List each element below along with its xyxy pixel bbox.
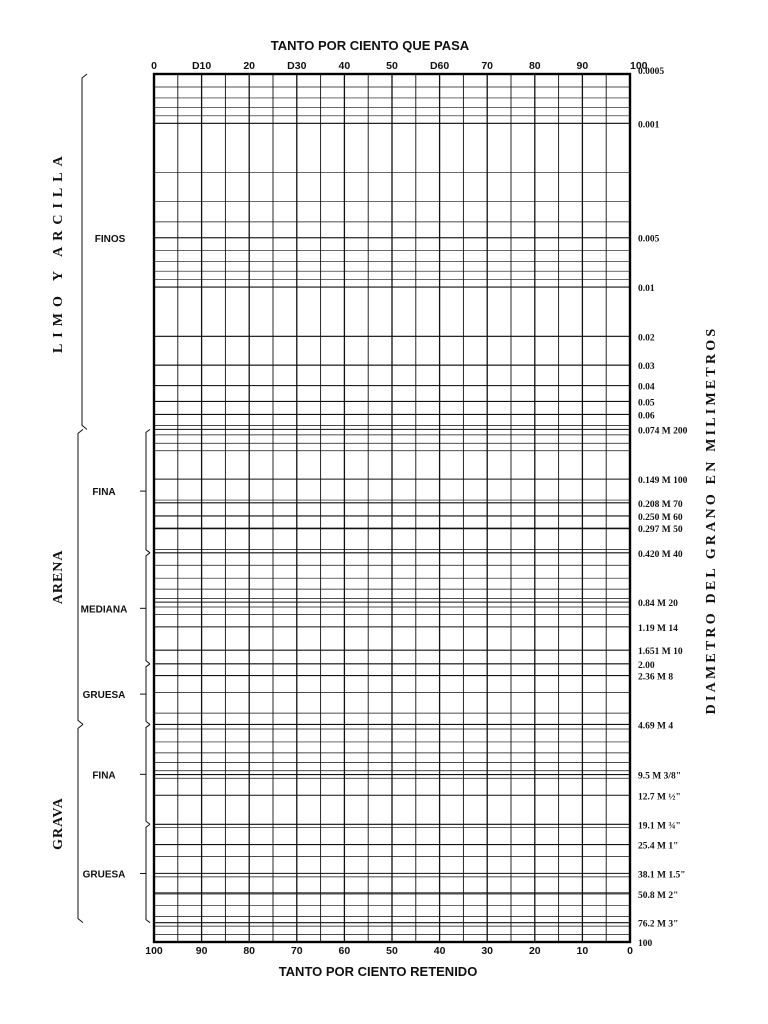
top-tick-label: D60 xyxy=(429,60,450,72)
diameter-label: 12.7 M ½" xyxy=(638,792,681,803)
diameter-label: 19.1 M ¾" xyxy=(638,821,681,832)
group-label: LIMO Y ARCILLA xyxy=(51,150,66,354)
diameter-label: 0.0005 xyxy=(638,67,665,77)
right-axis-title: DIAMETRO DEL GRANO EN MILIMETROS xyxy=(704,325,719,715)
diameter-label: 0.297 M 50 xyxy=(638,525,683,536)
top-tick-label: 50 xyxy=(386,60,398,72)
subgroup-bracket xyxy=(146,824,150,922)
top-tick-label: 0 xyxy=(151,60,157,72)
bottom-tick-label: 70 xyxy=(290,945,303,957)
group-bracket xyxy=(82,74,87,429)
subgroup-label: FINOS xyxy=(94,234,126,245)
group-bracket xyxy=(78,724,83,922)
subgroup-label: GRUESA xyxy=(82,869,126,881)
subgroup-bracket xyxy=(146,553,150,664)
diameter-label: 4.69 M 4 xyxy=(638,721,674,732)
diameter-label: 0.03 xyxy=(638,362,655,373)
diameter-label: 9.5 M 3/8" xyxy=(638,771,682,782)
bottom-axis-title: TANTO POR CIENTO RETENIDO xyxy=(278,964,478,979)
subgroup-bracket xyxy=(146,724,150,824)
top-tick-label: 40 xyxy=(338,60,351,72)
group-label: GRAVA xyxy=(51,797,66,850)
bottom-tick-label: 40 xyxy=(433,945,446,957)
bottom-tick-label: 80 xyxy=(243,945,256,957)
diameter-label: 0.005 xyxy=(638,234,660,245)
diameter-label: 1.19 M 14 xyxy=(638,623,678,634)
diameter-label: 0.84 M 20 xyxy=(638,599,678,610)
subgroup-label: MEDIANA xyxy=(80,604,128,616)
group-label: ARENA xyxy=(51,549,66,605)
diameter-label: 0.04 xyxy=(638,382,655,393)
diameter-label: 0.02 xyxy=(638,333,655,344)
bottom-tick-label: 100 xyxy=(145,945,163,957)
top-tick-label: 70 xyxy=(481,60,494,72)
diameter-label: 0.01 xyxy=(638,284,655,295)
grid-layer xyxy=(154,74,630,942)
bottom-tick-label: 20 xyxy=(528,945,541,957)
diameter-label: 100 xyxy=(638,939,653,949)
bottom-tick-label: 0 xyxy=(627,945,633,957)
top-tick-label: 20 xyxy=(243,60,256,72)
diameter-label: 0.149 M 100 xyxy=(638,476,688,487)
group-bracket xyxy=(78,429,83,724)
diameter-label: 0.250 M 60 xyxy=(638,512,683,523)
diameter-label: 2.00 xyxy=(638,660,655,671)
diameter-label: 0.074 M 200 xyxy=(638,426,688,437)
top-tick-label: D10 xyxy=(191,60,212,72)
diameter-label: 0.420 M 40 xyxy=(638,549,683,560)
top-axis-title: TANTO POR CIENTO QUE PASA xyxy=(270,38,470,53)
bottom-tick-label: 10 xyxy=(576,945,589,957)
diameter-label: 0.05 xyxy=(638,398,655,409)
bottom-tick-label: 90 xyxy=(195,945,208,957)
diameter-label: 1.651 M 10 xyxy=(638,647,683,658)
diameter-label: 0.06 xyxy=(638,411,655,422)
top-tick-label: 90 xyxy=(576,60,589,72)
subgroup-bracket xyxy=(146,429,150,552)
subgroup-label: GRUESA xyxy=(82,690,126,702)
top-tick-label: D30 xyxy=(287,60,307,72)
diameter-label: 38.1 M 1.5" xyxy=(638,870,686,881)
bottom-tick-label: 50 xyxy=(386,945,398,957)
diameter-label: 0.208 M 70 xyxy=(638,499,683,510)
diameter-label: 50.8 M 2" xyxy=(638,890,679,901)
top-tick-label: 100 xyxy=(630,60,648,72)
diameter-label: 25.4 M 1" xyxy=(638,841,679,852)
classification-layer xyxy=(51,74,150,923)
diameter-label: 76.2 M 3" xyxy=(638,919,679,930)
top-tick-label: 80 xyxy=(528,60,541,72)
diameter-label: 0.001 xyxy=(638,120,660,131)
bottom-tick-label: 60 xyxy=(338,945,351,957)
subgroup-label: FINA xyxy=(92,487,116,499)
bottom-tick-label: 30 xyxy=(481,945,494,957)
subgroup-label: FINA xyxy=(92,770,116,782)
diameter-label: 2.36 M 8 xyxy=(638,672,674,683)
subgroup-bracket xyxy=(146,664,150,725)
